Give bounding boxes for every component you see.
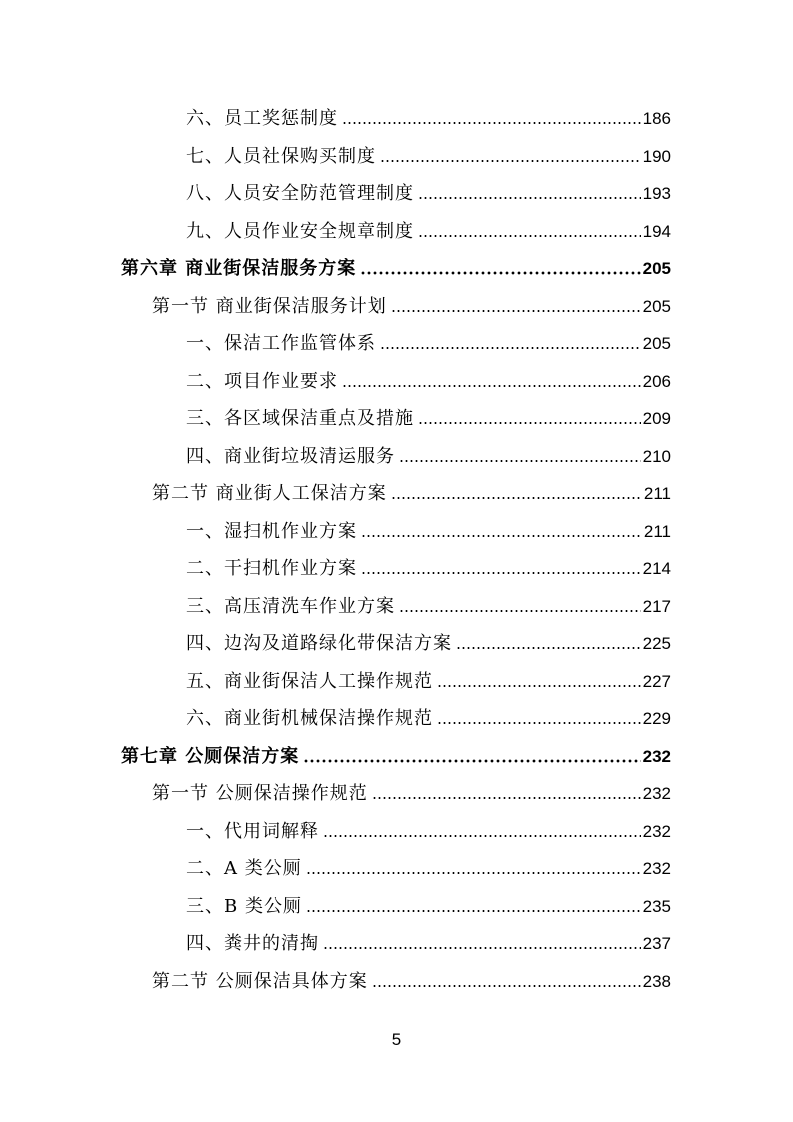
toc-entry-page: 232: [642, 821, 671, 841]
toc-entry-page: 205: [642, 259, 671, 278]
toc-chapter[interactable]: [121, 738, 671, 768]
toc-entry-title: 七、人员社保购买制度: [186, 145, 376, 167]
toc-entry-title: 四、商业街垃圾清运服务: [186, 445, 395, 467]
toc-leader-dots: [306, 871, 641, 875]
toc-entry-title: 二、干扫机作业方案: [186, 558, 357, 579]
toc-entry-page: 225: [642, 634, 671, 653]
toc-leader-dots: [372, 984, 641, 988]
toc-leader-dots: [360, 271, 640, 275]
toc-entry-title: 四、边沟及道路绿化带保洁方案: [186, 633, 452, 654]
toc-entry-title: 四、粪井的清掏: [186, 933, 319, 954]
toc-item[interactable]: [186, 550, 671, 580]
toc-entry-title: 第一节 公厕保洁操作规范: [152, 783, 368, 804]
toc-entry-title: 第一节 商业街保洁服务计划: [152, 295, 387, 317]
toc-item[interactable]: [186, 363, 671, 393]
toc-item[interactable]: [186, 138, 671, 168]
toc-section[interactable]: [152, 475, 671, 505]
toc-item[interactable]: [186, 213, 671, 243]
toc-entry-page: 206: [642, 371, 671, 391]
toc-item[interactable]: [186, 400, 671, 430]
toc-entry-page: 194: [642, 221, 671, 241]
toc-item[interactable]: [186, 175, 671, 205]
toc-item[interactable]: [186, 888, 671, 918]
toc-entry-title: 六、员工奖惩制度: [186, 108, 338, 129]
toc-entry-title: 第七章 公厕保洁方案: [121, 745, 300, 767]
toc-item[interactable]: [186, 438, 671, 468]
toc-item[interactable]: [186, 325, 671, 355]
toc-leader-dots: [391, 496, 642, 500]
toc-entry-title: 一、湿扫机作业方案: [186, 520, 357, 542]
toc-item[interactable]: [186, 513, 671, 543]
toc-entry-title: 五、商业街保洁人工操作规范: [186, 670, 433, 692]
toc-leader-dots: [342, 384, 641, 388]
toc-item[interactable]: [186, 663, 671, 693]
toc-entry-title: 第二节 商业街人工保洁方案: [152, 483, 387, 504]
toc-entry-page: 205: [642, 296, 671, 316]
toc-chapter[interactable]: [121, 250, 671, 280]
toc-entry-page: 229: [642, 709, 671, 728]
toc-leader-dots: [342, 121, 641, 125]
toc-leader-dots: [380, 346, 641, 350]
toc-leader-dots: [361, 571, 641, 575]
toc-leader-dots: [418, 234, 641, 238]
toc-item[interactable]: [186, 100, 671, 130]
toc-entry-page: 217: [642, 596, 671, 616]
toc-item[interactable]: [186, 925, 671, 955]
toc-entry-title: 六、商业街机械保洁操作规范: [186, 708, 433, 729]
toc-entry-title: 三、高压清洗车作业方案: [186, 595, 395, 617]
toc-entry-page: 227: [642, 671, 671, 691]
toc-item[interactable]: [186, 625, 671, 655]
toc-leader-dots: [399, 459, 641, 463]
toc-leader-dots: [391, 309, 641, 313]
toc-leader-dots: [303, 759, 640, 763]
toc-leader-dots: [372, 796, 641, 800]
toc-entry-title: 一、代用词解释: [186, 820, 319, 842]
toc-leader-dots: [437, 721, 641, 725]
toc-entry-page: 232: [642, 746, 671, 766]
toc-entry-page: 193: [642, 184, 671, 203]
toc-entry-page: 211: [643, 484, 671, 503]
toc-entry-title: 三、B 类公厕: [186, 895, 302, 917]
toc-section[interactable]: [152, 288, 671, 318]
toc-leader-dots: [361, 534, 642, 538]
toc-leader-dots: [418, 421, 641, 425]
toc-leader-dots: [456, 646, 641, 650]
toc-entry-title: 一、保洁工作监管体系: [186, 333, 376, 354]
toc-entry-title: 三、各区域保洁重点及措施: [186, 408, 414, 429]
toc-entry-page: 190: [642, 146, 671, 166]
toc-entry-page: 211: [643, 521, 671, 541]
toc-leader-dots: [437, 684, 641, 688]
toc-entry-page: 232: [642, 784, 671, 803]
toc-entry-title: 八、人员安全防范管理制度: [186, 183, 414, 204]
toc-entry-page: 238: [642, 971, 671, 991]
toc-entry-title: 二、A 类公厕: [186, 858, 302, 879]
toc-entry-title: 第二节 公厕保洁具体方案: [152, 970, 368, 992]
toc-entry-page: 232: [642, 859, 671, 878]
toc-leader-dots: [399, 609, 641, 613]
toc-entry-title: 九、人员作业安全规章制度: [186, 220, 414, 242]
toc-item[interactable]: [186, 813, 671, 843]
toc-entry-title: 二、项目作业要求: [186, 370, 338, 392]
toc-leader-dots: [306, 909, 641, 913]
toc-leader-dots: [323, 834, 641, 838]
toc-leader-dots: [380, 159, 641, 163]
toc-leader-dots: [418, 196, 641, 200]
toc-item[interactable]: [186, 588, 671, 618]
toc-entry-page: 210: [642, 446, 671, 466]
toc-item[interactable]: [186, 850, 671, 880]
page-number: 5: [391, 1030, 402, 1049]
toc-leader-dots: [323, 946, 641, 950]
toc-entry-page: 186: [642, 109, 671, 128]
toc-section[interactable]: [152, 775, 671, 805]
toc-entry-page: 214: [642, 559, 671, 578]
toc-entry-page: 209: [642, 409, 671, 428]
toc-entry-page: 237: [642, 934, 671, 953]
toc-entry-title: 第六章 商业街保洁服务方案: [121, 258, 357, 279]
toc-entry-page: 235: [642, 896, 671, 916]
toc-item[interactable]: [186, 700, 671, 730]
toc-entry-page: 205: [642, 334, 671, 353]
toc-section[interactable]: [152, 963, 671, 993]
